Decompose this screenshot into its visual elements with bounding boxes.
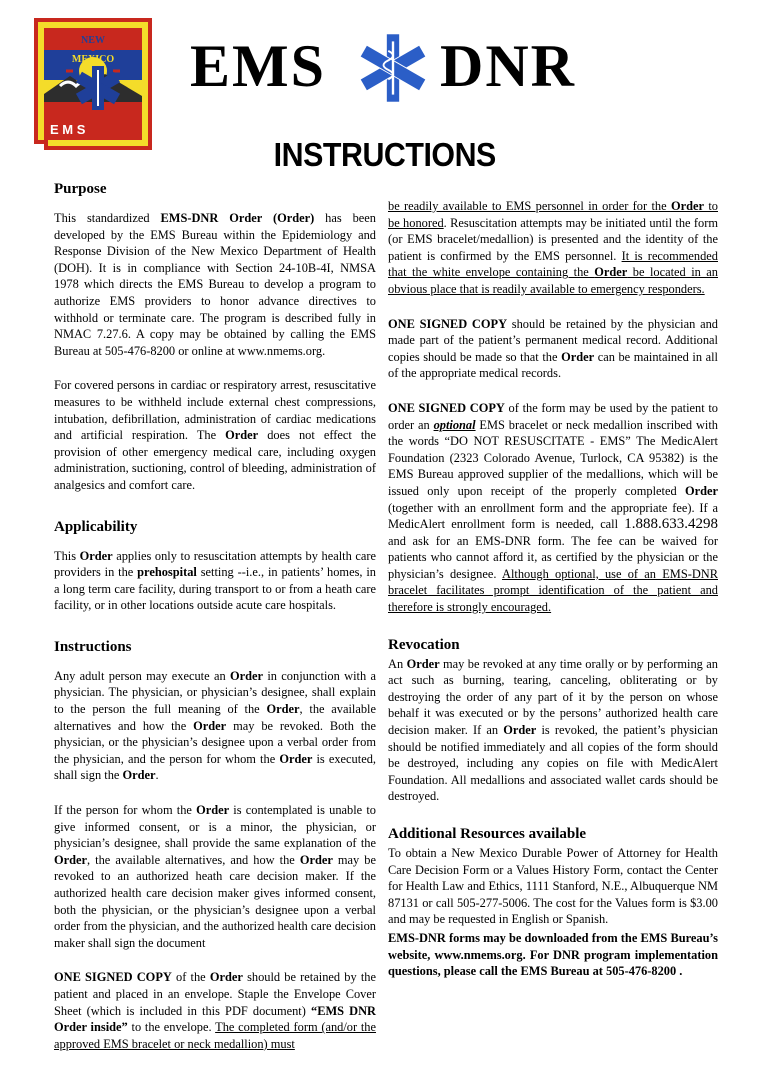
- text-run: This: [54, 548, 80, 563]
- resources-paragraph: [388, 845, 718, 928]
- text-run: applies only to resuscitation attempts by health care providers in the: [54, 548, 376, 580]
- text-run: If the person for whom the: [54, 803, 197, 818]
- text-run: optional: [433, 417, 476, 432]
- text-run: be readily available to EMS personnel in order for the: [388, 199, 671, 213]
- continued-paragraph: [388, 198, 718, 298]
- text-run: Order: [684, 483, 718, 498]
- text-run: of the form may be used by the patient to order an: [388, 400, 718, 432]
- resources-title: Additional Resources available: [388, 826, 587, 842]
- text-run: It is recommended that the white envelope containing the: [388, 248, 718, 280]
- left-column: [54, 180, 376, 1070]
- purpose-paragraph-2: [54, 377, 376, 493]
- text-run: Order: [122, 768, 156, 783]
- logo-top-text: NEW: [81, 35, 105, 46]
- text-run: Order: [196, 803, 230, 818]
- text-run: EMS-DNR Order (Order): [160, 211, 315, 225]
- new-mexico-ems-logo: [30, 16, 156, 154]
- text-run: 1.888.633.4298: [624, 516, 718, 533]
- physician-copy-paragraph: [388, 316, 718, 382]
- document-title: [190, 30, 610, 110]
- applicability-title: Applicability: [54, 518, 138, 535]
- text-run: , the available alternatives, and how the: [87, 852, 300, 867]
- text-run: This standardized: [54, 211, 161, 225]
- text-run: to be honored: [388, 199, 718, 230]
- text-run: and ask for an EMS-DNR form. The fee can be waived for patients who cannot afford it, as certified by the physician or the physician’s designee.: [388, 533, 718, 581]
- text-run: may be revoked to an authorized heath care decision maker. If the authorized health care decision maker gives informed consent, both the physician, or the physician’s designee upon a verbal order from the physician, and the authorized health care decision maker shall sign the document: [54, 852, 376, 950]
- text-run: ONE SIGNED COPY: [388, 316, 508, 331]
- instructions-paragraph-1: [54, 668, 376, 784]
- instructions-paragraph-3: [54, 969, 376, 1052]
- revocation-paragraph: [388, 656, 718, 805]
- text-run: Order: [299, 852, 333, 867]
- text-run: Order: [594, 265, 628, 280]
- text-run: Order: [266, 702, 300, 717]
- text-run: Order: [503, 723, 537, 738]
- text-run: .: [155, 768, 159, 783]
- instructions-heading: INSTRUCTIONS: [273, 136, 497, 173]
- text-run: is revoked, the patient’s physician should be notified immediately and all copies of the form should be destroyed, including any copies on file with MedicAlert Foundation. All medallions and associated wallet cards should be destroyed.: [388, 723, 718, 804]
- text-run: should be retained by the physician and made part of the patient’s permanent medical record. Additional copies should be made so that the: [388, 316, 718, 364]
- text-run: EMS bracelet or neck medallion inscribed with the words “DO NOT RESUSCITATE - EMS” The MedicAlert Foundation (2323 Colorado Avenue, Turlock, CA 95382) is the EMS Bureau approved supplier of the medallions, which will be issued only upon receipt of the properly completed: [388, 417, 718, 498]
- text-run: in conjunction with a physician. The physician, or physician’s designee, shall explain to the person the full meaning of the: [54, 668, 376, 717]
- text-run: Any adult person may execute an: [54, 668, 230, 683]
- purpose-paragraph-1: [54, 210, 376, 359]
- text-run: is executed, shall sign the: [54, 751, 376, 783]
- text-run: Order: [279, 751, 313, 766]
- text-run: ONE SIGNED COPY: [54, 970, 172, 985]
- logo-bottom-text: E M S: [50, 122, 86, 137]
- text-run: For covered persons in cardiac or respiratory arrest, resuscitative measures to be withheld include external chest compressions, intubation, defibrillation, administration of cardiac medications and artificial respiration. The: [54, 378, 376, 443]
- title-dnr: DNR: [440, 33, 576, 99]
- text-run: may be revoked at any time orally or by performing an act such as burning, tearing, canceling, obliterating or by destroying the order of any part of it by the person on whose behalf it was executed or by the persons’ authorized health care decision maker. If an: [388, 656, 718, 738]
- bracelet-paragraph: [388, 400, 718, 616]
- text-run: may be revoked. Both the physician, or the physician’s designee upon a verbal order from the physician, and the person for whom the: [54, 718, 376, 766]
- text-run: Order: [561, 349, 595, 364]
- text-run: prehospital: [137, 565, 197, 580]
- text-run: can be maintained in all of the appropriate medical records.: [388, 349, 719, 381]
- text-run: of the: [171, 970, 210, 985]
- downloads-paragraph: [388, 930, 718, 980]
- text-run: The completed form (and/or the approved EMS bracelet or neck medallion) must: [54, 1020, 377, 1051]
- text-run: Order: [54, 852, 88, 867]
- text-run: setting --i.e., in patients’ homes, in a long term care facility, during transport to or from a heath care facility, or in other locations outside acute care hospitals.: [54, 565, 376, 613]
- text-run: Order: [193, 718, 227, 733]
- text-run: . Resuscitation attempts may be initiated until the form (or EMS bracelet/medallion) is presented and the identity of the patient is confirmed by the EMS personnel.: [388, 215, 718, 263]
- text-run: be located in an obvious place that is readily available to emergency responders.: [388, 265, 718, 296]
- star-of-life-icon: [355, 30, 431, 106]
- text-run: (together with an enrollment form and the appropriate fee). If a MedicAlert enrollment form is needed, call: [388, 500, 718, 532]
- text-run: Although optional, use of an EMS-DNR bracelet facilitates prompt identification of the patient and therefore is strongly encouraged.: [388, 566, 718, 615]
- text-run: An: [388, 656, 407, 671]
- title-ems: EMS: [190, 33, 327, 99]
- text-run: “EMS DNR Order inside”: [54, 1003, 376, 1035]
- revocation-title: Revocation: [388, 636, 460, 653]
- text-run: , the available alternatives and how the: [54, 702, 376, 733]
- applicability-paragraph: [54, 548, 376, 614]
- text-run: Order: [229, 668, 264, 683]
- text-run: is contemplated is unable to give informed consent, or is a minor, the physician, or physician’s designee, shall provide the same explanation of the: [54, 803, 376, 851]
- text-run: to the envelope.: [127, 1020, 216, 1035]
- text-run: does not effect the provision of other emergency medical care, including oxygen administration, suctioning, control of bleeding, administration of analgesics and comfort care.: [54, 428, 377, 492]
- text-run: To obtain a New Mexico Durable Power of Attorney for Health Care Decision Form or a Values History Form, contact the Center for Health Law and Ethics, 1111 Stanford, N.E., Albuquerque NM 87131 or call 505-277-5006. The cost for the Values form is $3.00 and may be requested in English or Spanish.: [388, 846, 718, 927]
- text-run: EMS-DNR forms may be downloaded from the EMS Bureau’s website, www.nmems.org. For DNR program implementation questions, please call the EMS Bureau at 505-476-8200 .: [388, 930, 718, 979]
- text-run: Order: [209, 970, 243, 985]
- text-run: Order: [670, 199, 704, 213]
- instructions-paragraph-2: [54, 802, 376, 951]
- text-run: ONE SIGNED COPY: [388, 400, 505, 415]
- text-run: should be retained by the patient and placed in an envelope. Staple the Envelope Cover Sheet (which is included in this PDF document): [54, 970, 376, 1018]
- right-column: [388, 198, 718, 998]
- text-run: Order: [406, 656, 440, 671]
- purpose-title: Purpose: [54, 181, 107, 197]
- logo-second-text: MEXICO: [71, 54, 115, 65]
- text-run: has been developed by the EMS Bureau within the Epidemiology and Response Division of the New Mexico Department of Health (DOH). It is in compliance with Section 24-10B-4I, NMSA 1978 which directs the EMS Bureau to develop a program to authorize EMS providers to honor advance directives to withhold or terminate care. The program is described fully in NMAC 7.27.6. A copy may be obtained by calling the EMS Bureau at 505-476-8200 or online at www.nmems.org.: [54, 211, 376, 358]
- text-run: Order: [225, 428, 259, 443]
- text-run: Order: [79, 548, 113, 563]
- instructions-title: Instructions: [54, 638, 132, 655]
